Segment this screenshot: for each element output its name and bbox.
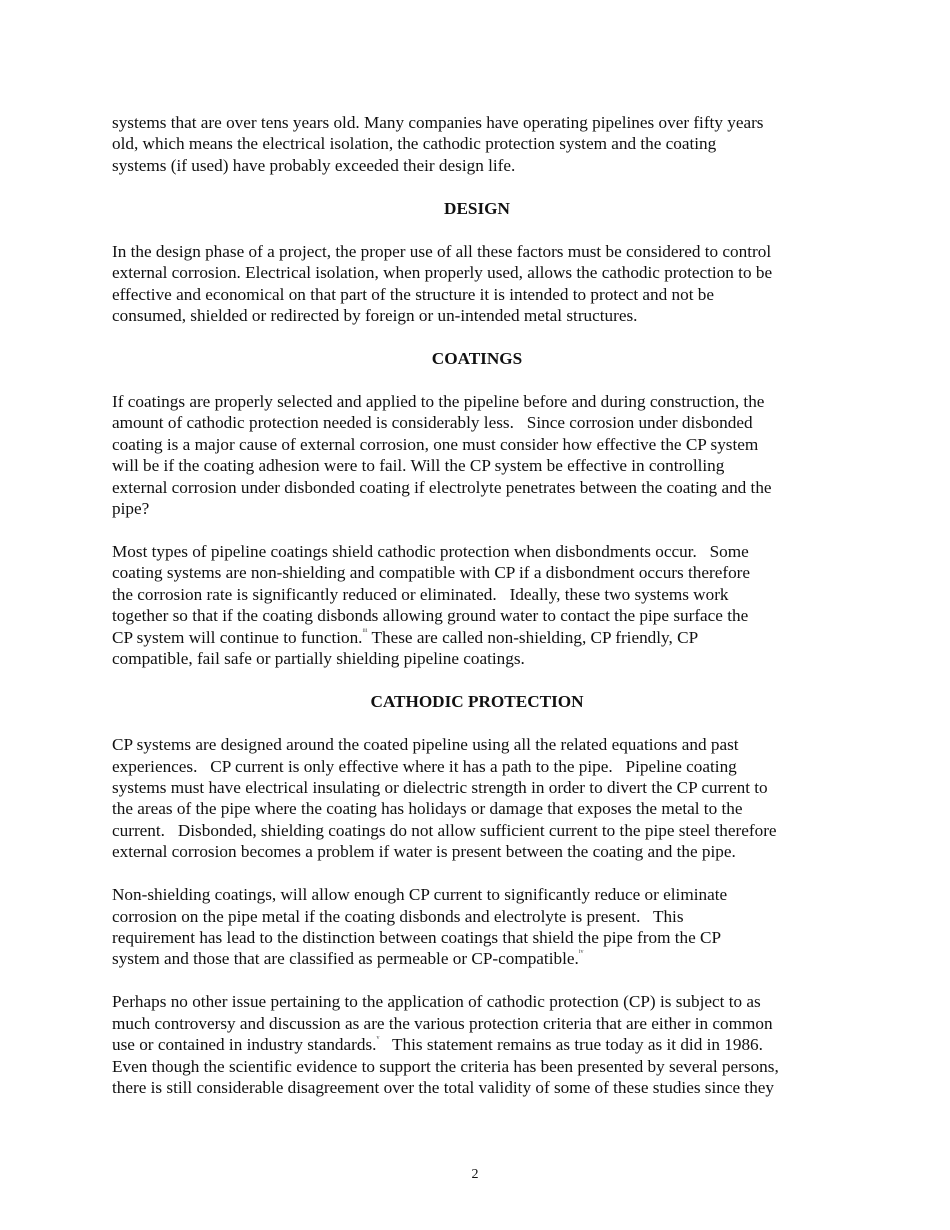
paragraph-coatings-2 [112, 541, 842, 669]
text-line: Perhaps no other issue pertaining to the application of cathodic protection (CP) is subject to as [112, 992, 761, 1012]
text-line [112, 627, 842, 648]
text-line: together so that if the coating disbonds allowing ground water to contact the pipe surface the [112, 606, 749, 626]
text-line: current. Disbonded, shielding coatings do not allow sufficient current to the pipe steel therefore [112, 820, 777, 840]
text-line: old, which means the electrical isolation, the cathodic protection system and the coating [112, 134, 717, 154]
text-line: much controversy and discussion as are the various protection criteria that are either in common [112, 1013, 773, 1033]
text-line: compatible, fail safe or partially shielding pipeline coatings. [112, 649, 525, 669]
text-line [112, 948, 842, 969]
text-line [112, 1034, 842, 1055]
section-heading-coatings: COATINGS [431, 349, 523, 369]
paragraph-cp-2 [112, 884, 842, 970]
page-number: 2 [471, 1167, 479, 1182]
text-line: Non-shielding coatings, will allow enough CP current to significantly reduce or eliminate [112, 885, 728, 905]
paragraph-intro [112, 112, 842, 176]
text-line: there is still considerable disagreement over the total validity of some of these studies since they [112, 1077, 775, 1097]
text-line: systems that are over tens years old. Many companies have operating pipelines over fifty years [112, 113, 764, 132]
text-line: effective and economical on that part of the structure it is intended to protect and not be [112, 284, 714, 304]
document-page [112, 112, 842, 1120]
paragraph-cp-3 [112, 991, 842, 1098]
text-line: external corrosion under disbonded coating if electrolyte penetrates between the coating and the [112, 477, 772, 497]
text-line: external corrosion. Electrical isolation, when properly used, allows the cathodic protection to be [112, 263, 773, 283]
text-line: Most types of pipeline coatings shield cathodic protection when disbondments occur. Some [112, 542, 749, 562]
text-line: corrosion on the pipe metal if the coating disbonds and electrolyte is present. This [112, 906, 684, 926]
text-fragment: CP system will continue to function. [112, 627, 363, 647]
text-fragment: use or contained in industry standards. [112, 1035, 377, 1055]
text-line: the corrosion rate is significantly reduced or eliminated. Ideally, these two systems work [112, 584, 729, 604]
text-line: will be if the coating adhesion were to fail. Will the CP system be effective in controlling [112, 456, 725, 476]
text-line: coating is a major cause of external corrosion, one must consider how effective the CP system [112, 434, 759, 454]
text-line: Even though the scientific evidence to support the criteria has been presented by several persons, [112, 1056, 779, 1076]
endnote-reference[interactable]: iv [578, 949, 584, 956]
text-fragment: These are called non-shielding, CP friendly, CP [367, 627, 699, 647]
text-line: the areas of the pipe where the coating has holidays or damage that exposes the metal to the [112, 799, 743, 819]
text-line: If coatings are properly selected and applied to the pipeline before and during construction, the [112, 392, 765, 412]
paragraph-cp-1 [112, 734, 842, 862]
text-line: experiences. CP current is only effective where it has a path to the pipe. Pipeline coating [112, 756, 737, 776]
text-line: In the design phase of a project, the proper use of all these factors must be considered to control [112, 241, 772, 261]
text-fragment: This statement remains as true today as it did in 1986. [379, 1035, 763, 1055]
section-heading-cathodic-protection: CATHODIC PROTECTION [370, 692, 584, 712]
text-line: external corrosion becomes a problem if water is present between the coating and the pipe. [112, 842, 736, 862]
text-fragment: system and those that are classified as permeable or CP-compatible. [112, 949, 579, 969]
text-line: systems (if used) have probably exceeded their design life. [112, 155, 516, 175]
paragraph-design [112, 241, 842, 327]
text-line: systems must have electrical insulating or dielectric strength in order to divert the CP current to [112, 777, 768, 797]
text-line: coating systems are non-shielding and compatible with CP if a disbondment occurs therefore [112, 563, 751, 583]
text-line: pipe? [112, 499, 150, 519]
text-line: amount of cathodic protection needed is considerably less. Since corrosion under disbonded [112, 413, 753, 433]
text-line: CP systems are designed around the coated pipeline using all the related equations and past [112, 735, 739, 755]
paragraph-coatings-1 [112, 391, 842, 519]
section-heading-design: DESIGN [444, 198, 510, 218]
text-line: requirement has lead to the distinction between coatings that shield the pipe from the CP [112, 927, 722, 947]
endnote-reference[interactable]: iii [362, 627, 368, 634]
text-line: consumed, shielded or redirected by foreign or un-intended metal structures. [112, 306, 638, 326]
endnote-reference[interactable]: v [376, 1035, 380, 1042]
